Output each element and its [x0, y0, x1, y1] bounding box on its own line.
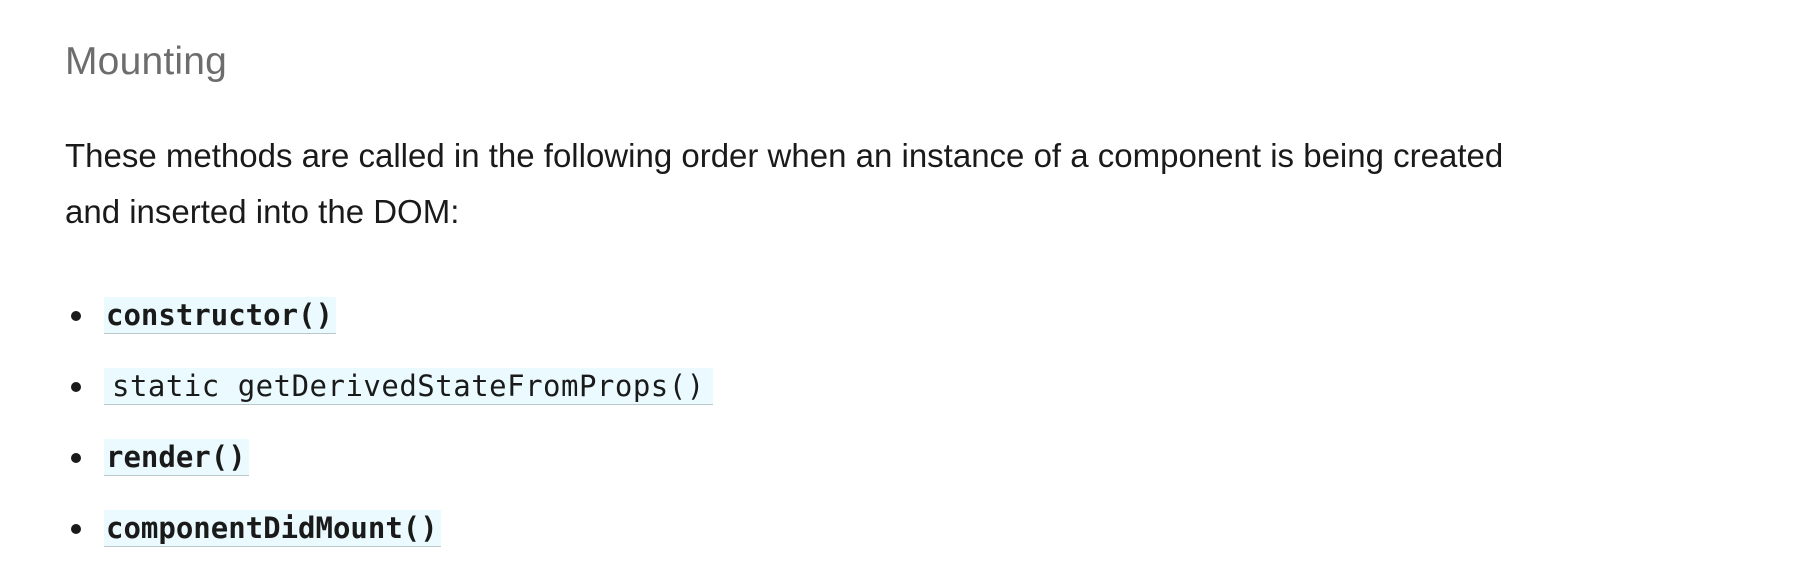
- method-constructor: constructor(): [104, 297, 336, 334]
- method-render: render(): [104, 439, 249, 476]
- method-get-derived-state-from-props: static getDerivedStateFromProps(): [104, 368, 713, 405]
- bullet-icon: [71, 382, 81, 392]
- list-item-component-did-mount: [65, 493, 713, 564]
- section-heading: Mounting: [65, 40, 228, 83]
- bullet-icon: [71, 524, 81, 534]
- list-item-render: [65, 422, 713, 493]
- list-item-constructor: [65, 280, 713, 351]
- method-component-did-mount: componentDidMount(): [104, 510, 441, 547]
- bullet-icon: [71, 311, 81, 321]
- lifecycle-method-list: [65, 280, 713, 564]
- list-item-get-derived-state-from-props: [65, 351, 713, 422]
- intro-paragraph: These methods are called in the following order when an instance of a component is being created and inserted into the DOM:: [65, 137, 1504, 230]
- bullet-icon: [71, 453, 81, 463]
